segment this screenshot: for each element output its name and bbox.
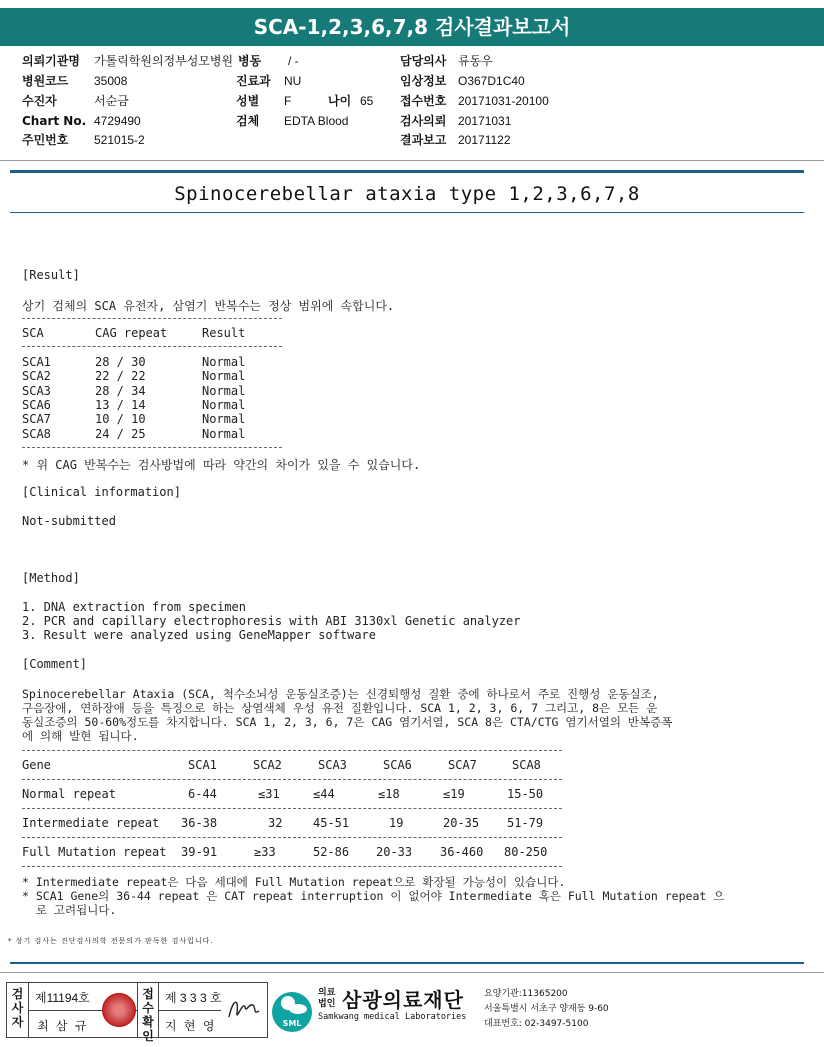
hospital-code-label: 병원코드 — [22, 74, 69, 88]
title-band-top — [10, 170, 804, 173]
confirmer-label — [137, 983, 159, 1043]
request-label: 검사의뢰 — [400, 114, 447, 128]
result-cell-sca: SCA2 — [22, 369, 51, 383]
rrn-value: 521015-2 — [94, 133, 145, 147]
range-col-header: SCA6 — [383, 758, 412, 772]
report-value: 20171122 — [458, 133, 511, 147]
dashed-rule — [22, 346, 282, 347]
org-address: 서울특별시 서초구 양재동 9-60 — [484, 1004, 609, 1014]
institution-value: 가톨릭학원의정부성모병원 — [94, 54, 234, 68]
result-cell-sca: SCA7 — [22, 412, 51, 426]
patient-value: 서순금 — [94, 94, 129, 108]
result-cell-sca: SCA3 — [22, 384, 51, 398]
comment-note: 로 고려됩니다. — [22, 903, 117, 917]
comment-line: Spinocerebellar Ataxia (SCA, 척수소뇌성 운동실조증)는 신경퇴행성 질환 중에 하나로서 주로 진행성 운동실조, — [22, 687, 659, 701]
dashed-rule — [22, 808, 562, 809]
comment-heading: [Comment] — [22, 657, 88, 671]
signature-icon — [223, 993, 263, 1027]
range-cell: ≤18 — [378, 787, 400, 801]
result-cell-sca: SCA6 — [22, 398, 51, 412]
range-row-label: Intermediate repeat — [22, 816, 160, 830]
document-title: Spinocerebellar ataxia type 1,2,3,6,7,8 — [174, 183, 640, 205]
result-summary: 상기 검체의 SCA 유전자, 삼염기 반복수는 정상 범위에 속합니다. — [22, 299, 395, 313]
result-cell-cag: 28 / 30 — [95, 355, 146, 369]
confirmer-license: 제 3 3 3 호 — [165, 991, 222, 1005]
report-title: SCA-1,2,3,6,7,8 검사결과보고서 — [0, 8, 824, 46]
result-cell-result: Normal — [202, 427, 246, 441]
inspector-name: 최 삼 규 — [37, 1019, 89, 1033]
receipt-label: 접수번호 — [400, 94, 447, 108]
org-phone: 대표번호: 02-3497-5100 — [484, 1019, 589, 1029]
request-value: 20171031 — [458, 114, 512, 128]
patient-label: 수진자 — [22, 94, 57, 108]
org-code: 요양기관:11365200 — [484, 989, 568, 999]
patient-info-block — [22, 52, 812, 152]
chart-value: 4729490 — [94, 114, 141, 128]
divider — [159, 1010, 221, 1011]
inspector-label — [7, 983, 29, 1037]
interpretation-note: * 상기 검사는 진단검사의학 전문의가 판독한 검사입니다. — [8, 937, 214, 945]
divider — [0, 972, 824, 973]
range-cell: ≥33 — [254, 845, 276, 859]
hospital-code-value: 35008 — [94, 74, 128, 88]
range-cell: 20-33 — [376, 845, 413, 859]
org-name: 삼광의료재단 — [342, 988, 464, 1012]
method-heading: [Method] — [22, 571, 80, 585]
report-label: 결과보고 — [400, 133, 447, 147]
footer-band — [10, 962, 804, 964]
seal-stamp-icon — [102, 993, 136, 1027]
comment-line: 구음장애, 연하장애 등을 특징으로 하는 상염색체 우성 유전 질환입니다. SCA 1, 2, 3, 6, 7 그리고, 8은 모든 운 — [22, 701, 658, 715]
rrn-label: 주민번호 — [22, 133, 69, 147]
doctor-label: 담당의사 — [400, 54, 447, 68]
dept-label: 진료과 — [236, 74, 271, 88]
result-col-header: SCA — [22, 326, 44, 340]
dept-value: NU — [284, 74, 302, 88]
result-cell-cag: 22 / 22 — [95, 369, 146, 383]
comment-note: * Intermediate repeat은 다음 세대에 Full Mutation repeat으로 확장될 가능성이 있습니다. — [22, 875, 566, 889]
range-cell: 39-91 — [181, 845, 218, 859]
title-band-bottom — [10, 212, 804, 213]
inspector-license: 제11194호 — [35, 991, 90, 1005]
range-cell: 45-51 — [313, 816, 350, 830]
sex-label: 성별 — [236, 94, 260, 108]
org-prefix — [318, 988, 335, 1010]
result-cell-result: Normal — [202, 398, 246, 412]
ward-value: / - — [288, 54, 299, 68]
range-cell: 52-86 — [313, 845, 350, 859]
method-item: 3. Result were analyzed using GeneMapper software — [22, 628, 377, 642]
clinical-heading: [Clinical information] — [22, 485, 181, 499]
result-cell-result: Normal — [202, 355, 246, 369]
result-cell-cag: 10 / 10 — [95, 412, 146, 426]
range-cell: ≤31 — [258, 787, 280, 801]
comment-note: * SCA1 Gene의 36-44 repeat 은 CAT repeat interruption 이 없어야 Intermediate 혹은 Full Mutation repeat 으 — [22, 889, 725, 903]
result-cell-sca: SCA8 — [22, 427, 51, 441]
range-row-label: Normal repeat — [22, 787, 116, 801]
comment-line: 에 의해 발현 됩니다. — [22, 729, 139, 743]
range-col-header: SCA7 — [448, 758, 477, 772]
result-col-header: CAG repeat — [95, 326, 168, 340]
result-cell-result: Normal — [202, 412, 246, 426]
range-col-header: SCA8 — [512, 758, 541, 772]
confirmer-name: 지 현 영 — [165, 1019, 217, 1033]
range-cell: 15-50 — [507, 787, 544, 801]
receipt-value: 20171031-20100 — [458, 94, 549, 108]
result-cell-result: Normal — [202, 384, 246, 398]
org-name-en: Samkwang medical Laboratories — [318, 1012, 467, 1022]
clinical-value: O367D1C40 — [458, 74, 525, 88]
confirmer-label-text: 접수확인 — [142, 987, 154, 1043]
result-cell-result: Normal — [202, 369, 246, 383]
dashed-rule — [22, 779, 562, 780]
dashed-rule — [22, 750, 562, 751]
result-cell-cag: 28 / 34 — [95, 384, 146, 398]
divider — [0, 160, 824, 161]
range-cell: 80-250 — [504, 845, 548, 859]
sml-logo-icon: SML — [272, 992, 312, 1032]
result-cell-cag: 24 / 25 — [95, 427, 146, 441]
clinical-text: Not-submitted — [22, 514, 116, 528]
range-row-label: Full Mutation repeat — [22, 845, 167, 859]
org-prefix-2: 법인 — [318, 999, 336, 1009]
specimen-value: EDTA Blood — [284, 114, 349, 128]
org-prefix-1: 의료 — [318, 988, 336, 998]
range-col-header: SCA3 — [318, 758, 347, 772]
range-cell: 51-79 — [507, 816, 544, 830]
dashed-rule — [22, 866, 562, 867]
range-cell: 32 — [268, 816, 283, 830]
range-cell: 20-35 — [443, 816, 480, 830]
result-cell-sca: SCA1 — [22, 355, 51, 369]
signature-box — [6, 982, 268, 1043]
range-cell: 36-38 — [181, 816, 218, 830]
clinical-label: 임상정보 — [400, 74, 447, 88]
result-heading: [Result] — [22, 268, 80, 282]
dashed-rule — [22, 318, 282, 319]
range-col-header: SCA1 — [188, 758, 217, 772]
ward-label: 병동 — [238, 54, 262, 68]
result-cell-cag: 13 / 14 — [95, 398, 146, 412]
method-item: 1. DNA extraction from specimen — [22, 600, 246, 614]
range-cell: 19 — [389, 816, 404, 830]
age-label: 나이 — [328, 94, 352, 108]
range-cell: 36-460 — [440, 845, 484, 859]
range-cell: 6-44 — [188, 787, 217, 801]
inspector-label-text: 검사자 — [11, 987, 24, 1029]
lab-branding — [272, 982, 612, 1038]
chart-label: Chart No. — [22, 114, 87, 128]
dashed-rule — [22, 837, 562, 838]
sex-value: F — [284, 94, 292, 108]
doctor-value: 류동우 — [458, 54, 493, 68]
institution-label: 의뢰기관명 — [22, 54, 80, 68]
comment-line: 동실조증의 50-60%정도를 차지합니다. SCA 1, 2, 3, 6, 7은 CAG 염기서열, SCA 8은 CTA/CTG 염기서열의 반복증폭 — [22, 715, 673, 729]
range-cell: ≤44 — [313, 787, 335, 801]
result-note: * 위 CAG 반복수는 검사방법에 따라 약간의 차이가 있을 수 있습니다. — [22, 458, 421, 472]
result-col-header: Result — [202, 326, 246, 340]
range-col-header: SCA2 — [253, 758, 282, 772]
method-item: 2. PCR and capillary electrophoresis with ABI 3130xl Genetic analyzer — [22, 614, 521, 628]
dashed-rule — [22, 447, 282, 448]
range-cell: ≤19 — [443, 787, 465, 801]
range-col-header: Gene — [22, 758, 51, 772]
age-value: 65 — [360, 94, 374, 108]
specimen-label: 검체 — [236, 114, 260, 128]
